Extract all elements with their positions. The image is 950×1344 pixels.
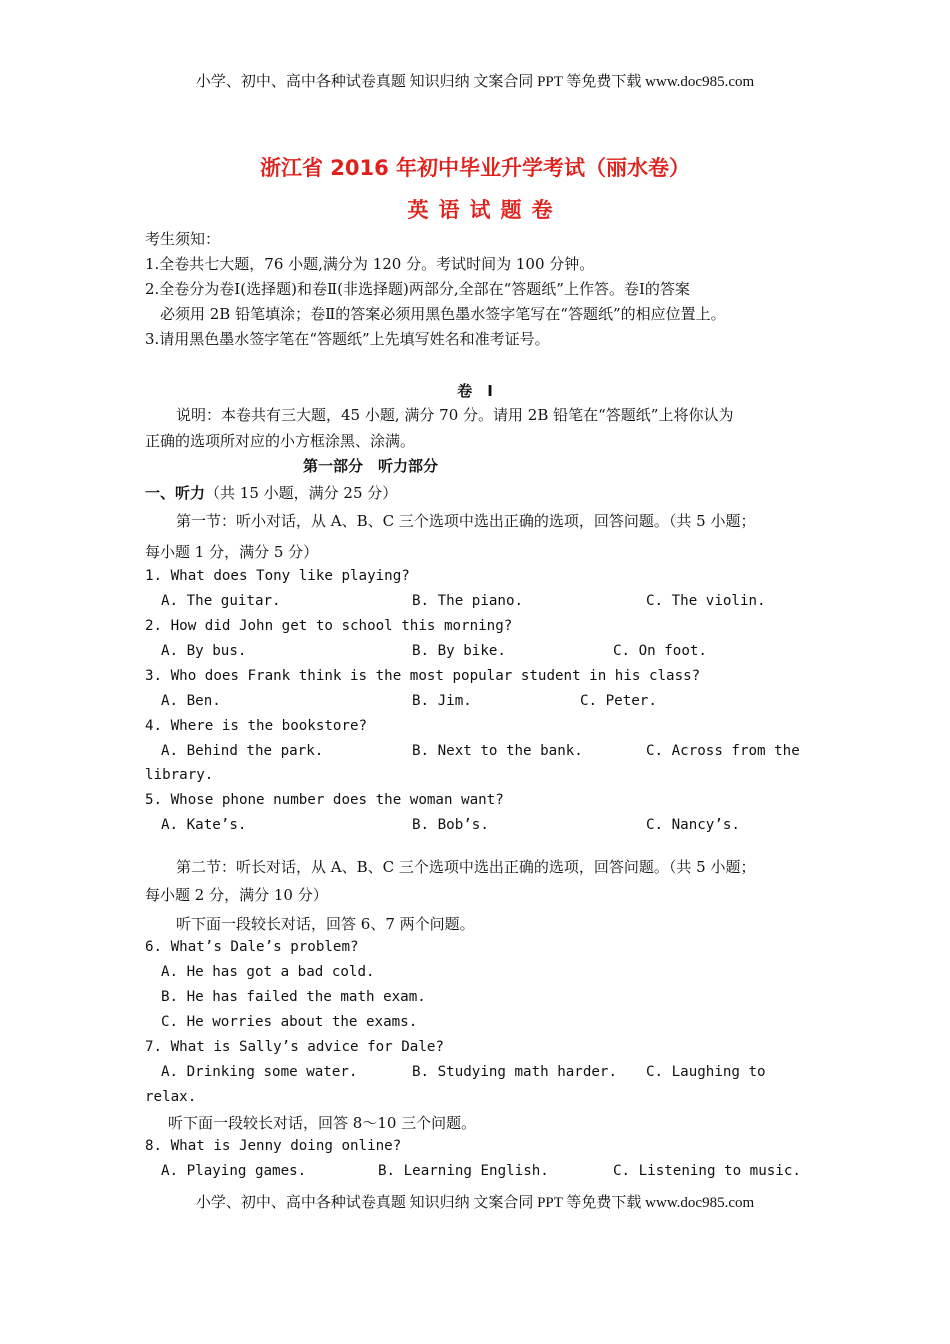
page-header: 小学、初中、高中各种试卷真题 知识归纳 文案合同 PPT 等免费下载 www.doc985.com [195, 74, 755, 90]
question-2-option-a: A. By bus. [161, 643, 247, 659]
question-5: 5. Whose phone number does the woman want? [145, 792, 504, 808]
question-7-option-b: B. Studying math harder. [412, 1064, 617, 1080]
notice-item-3: 3.请用黑色墨水签字笔在“答题纸”上先填写姓名和准考证号。 [145, 330, 550, 348]
volume-1-desc: 说明：本卷共有三大题，45 小题, 满分 70 分。请用 2B 铅笔在“答题纸”上将你认为 [176, 406, 734, 424]
question-8-option-b: B. Learning English. [378, 1163, 549, 1179]
question-8-option-c: C. Listening to music. [613, 1163, 801, 1179]
question-2-option-c: C. On foot. [613, 643, 707, 659]
section-listening [145, 482, 397, 503]
question-2: 2. How did John get to school this morning? [145, 618, 513, 634]
question-1-option-c: C. The violin. [646, 593, 766, 609]
subsection-1-instructions: 第一节：听小对话，从 A、B、C 三个选项中选出正确的选项，回答问题。（共 5 小题； [176, 512, 756, 530]
question-2-option-b: B. By bike. [412, 643, 506, 659]
exam-title: 浙江省 2016 年初中毕业升学考试（丽水卷） [259, 156, 691, 180]
notice-heading: 考生须知： [145, 230, 221, 248]
question-7-option-a: A. Drinking some water. [161, 1064, 358, 1080]
question-3-option-c: C. Peter. [580, 693, 657, 709]
question-1: 1. What does Tony like playing? [145, 568, 410, 584]
question-4-option-b: B. Next to the bank. [412, 743, 583, 759]
question-1-option-a: A. The guitar. [161, 593, 281, 609]
intro-questions-6-7: 听下面一段较长对话，回答 6、7 两个问题。 [176, 915, 475, 933]
question-8: 8. What is Jenny doing online? [145, 1138, 402, 1154]
subsection-1-instructions-cont: 每小题 1 分，满分 5 分） [145, 543, 319, 561]
section-listening-label: 一、听力 [145, 484, 206, 502]
section-listening-note: （共 15 小题，满分 25 分） [205, 484, 398, 502]
question-1-option-b: B. The piano. [412, 593, 524, 609]
volume-1-desc-cont: 正确的选项所对应的小方框涂黑、涂满。 [145, 432, 416, 450]
question-6-option-b: B. He has failed the math exam. [161, 989, 426, 1005]
question-6: 6. What’s Dale’s problem? [145, 939, 359, 955]
question-4-option-c: C. Across from the [646, 743, 800, 759]
question-7: 7. What is Sally’s advice for Dale? [145, 1039, 444, 1055]
question-6-option-a: A. He has got a bad cold. [161, 964, 375, 980]
question-5-option-c: C. Nancy’s. [646, 817, 740, 833]
question-5-option-b: B. Bob’s. [412, 817, 489, 833]
question-5-option-a: A. Kate’s. [161, 817, 247, 833]
question-3-option-b: B. Jim. [412, 693, 472, 709]
question-7-option-c-cont: relax. [145, 1089, 197, 1105]
subsection-2-instructions: 第二节：听长对话，从 A、B、C 三个选项中选出正确的选项，回答问题。（共 5 小题； [176, 858, 756, 876]
question-8-option-a: A. Playing games. [161, 1163, 307, 1179]
page-footer: 小学、初中、高中各种试卷真题 知识归纳 文案合同 PPT 等免费下载 www.doc985.com [195, 1195, 755, 1211]
exam-subtitle: 英语试题卷 [407, 198, 563, 222]
part-1-heading: 第一部分 听力部分 [303, 457, 439, 475]
notice-item-2-cont: 必须用 2B 铅笔填涂；卷Ⅱ的答案必须用黑色墨水签字笔写在“答题纸”的相应位置上。 [160, 305, 726, 323]
question-3: 3. Who does Frank think is the most popular student in his class? [145, 668, 701, 684]
question-7-option-c: C. Laughing to [646, 1064, 766, 1080]
question-3-option-a: A. Ben. [161, 693, 221, 709]
notice-item-2: 2.全卷分为卷Ⅰ(选择题)和卷Ⅱ(非选择题)两部分,全部在“答题纸”上作答。卷Ⅰ的答案 [145, 280, 690, 298]
question-4-option-a: A. Behind the park. [161, 743, 324, 759]
notice-item-1: 1.全卷共七大题，76 小题,满分为 120 分。考试时间为 100 分钟。 [145, 255, 595, 273]
volume-1-heading: 卷 Ⅰ [457, 382, 493, 400]
question-6-option-c: C. He worries about the exams. [161, 1014, 418, 1030]
intro-questions-8-10: 听下面一段较长对话，回答 8～10 三个问题。 [168, 1114, 477, 1132]
question-4-option-c-cont: library. [145, 767, 214, 783]
subsection-2-instructions-cont: 每小题 2 分，满分 10 分） [145, 886, 328, 904]
question-4: 4. Where is the bookstore? [145, 718, 368, 734]
